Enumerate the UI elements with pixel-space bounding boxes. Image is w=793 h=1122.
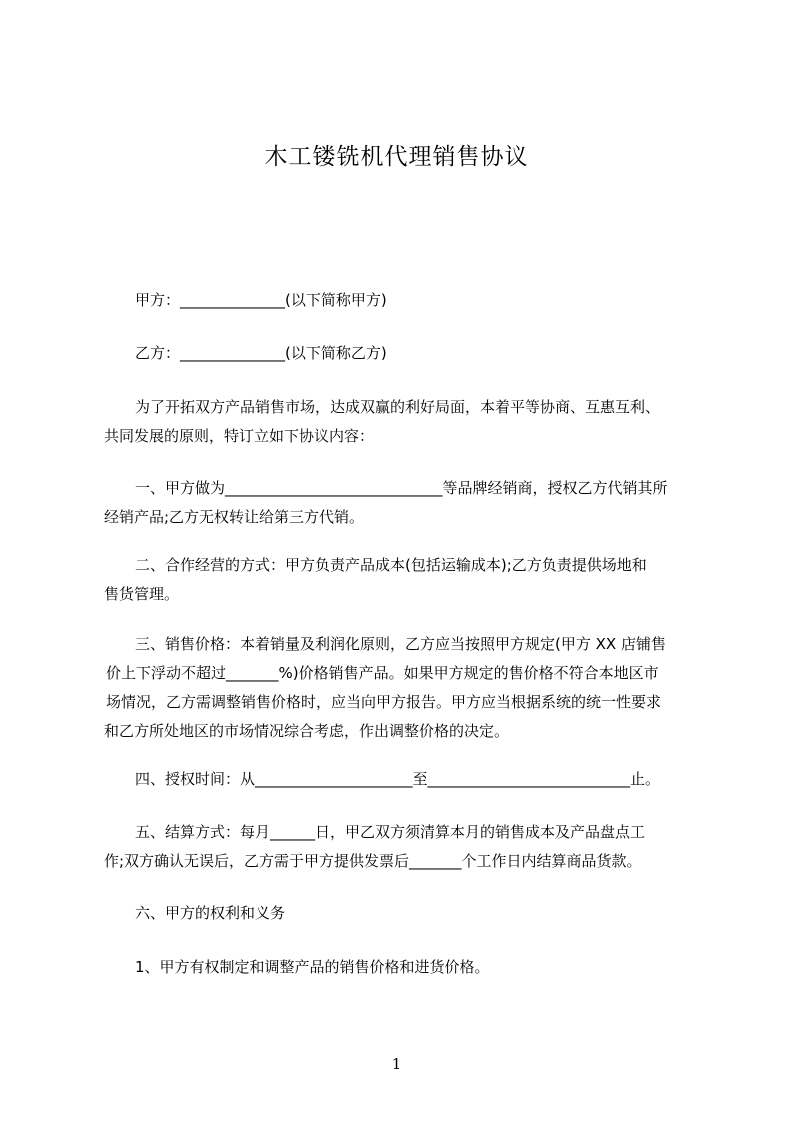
clause-5-paragraph — [104, 818, 702, 876]
clause-3-line-4: 和乙方所处地区的市场情况综合考虑，作出调整价格的决定。 — [104, 722, 510, 740]
party-b-text: 乙方：______________(以下简称乙方) — [135, 344, 387, 362]
clause-1-line-2: 经销产品;乙方无权转让给第三方代销。 — [104, 508, 365, 526]
clause-5-line-1: 五、结算方式：每月______日，甲乙双方须清算本月的销售成本及产品盘点工 — [135, 823, 646, 841]
clause-3-line-1: 三、销售价格：本着销量及利润化原则，乙方应当按照甲方规定(甲方 XX 店铺售 — [135, 635, 666, 653]
clause-4-line-1: 四、授权时间：从_____________________至___________________________止。 — [135, 770, 661, 788]
intro-paragraph — [104, 393, 702, 451]
clause-6-heading: 六、甲方的权利和义务 — [135, 904, 286, 922]
clause-6-item-1-line — [104, 953, 702, 982]
clause-6-heading-line — [104, 899, 702, 928]
intro-line-1: 为了开拓双方产品销售市场，达成双赢的利好局面，本着平等协商、互惠互利、 — [135, 398, 661, 416]
clause-2-line-1: 二、合作经营的方式：甲方负责产品成本(包括运输成本);乙方负责提供场地和 — [135, 556, 647, 574]
party-b-line — [104, 339, 702, 368]
clause-4-paragraph — [104, 765, 702, 794]
clause-1-paragraph — [104, 474, 702, 532]
intro-line-2: 共同发展的原则，特订立如下协议内容： — [104, 427, 375, 445]
clause-1-line-1: 一、甲方做为_____________________________等品牌经销商，授权乙方代销其所 — [135, 479, 668, 497]
document-title: 木工镂铣机代理销售协议 — [264, 144, 529, 170]
party-a-text: 甲方：______________(以下简称甲方) — [135, 291, 387, 309]
clause-2-paragraph — [104, 551, 702, 609]
clause-3-line-2: 价上下浮动不超过_______%)价格销售产品。如果甲方规定的售价格不符合本地区市 — [106, 664, 659, 682]
clause-3-line-3: 场情况，乙方需调整销售价格时，应当向甲方报告。甲方应当根据系统的统一性要求 — [106, 693, 662, 711]
clause-3-paragraph — [104, 630, 702, 746]
clause-2-line-2: 售货管理。 — [104, 585, 180, 603]
clause-6-item-1: 1、甲方有权制定和调整产品的销售价格和进货价格。 — [135, 958, 490, 976]
clause-5-line-2: 作;双方确认无误后，乙方需于甲方提供发票后_______个工作日内结算商品货款。 — [104, 852, 642, 870]
page-number: 1 — [391, 1055, 402, 1073]
party-a-line — [104, 286, 702, 315]
